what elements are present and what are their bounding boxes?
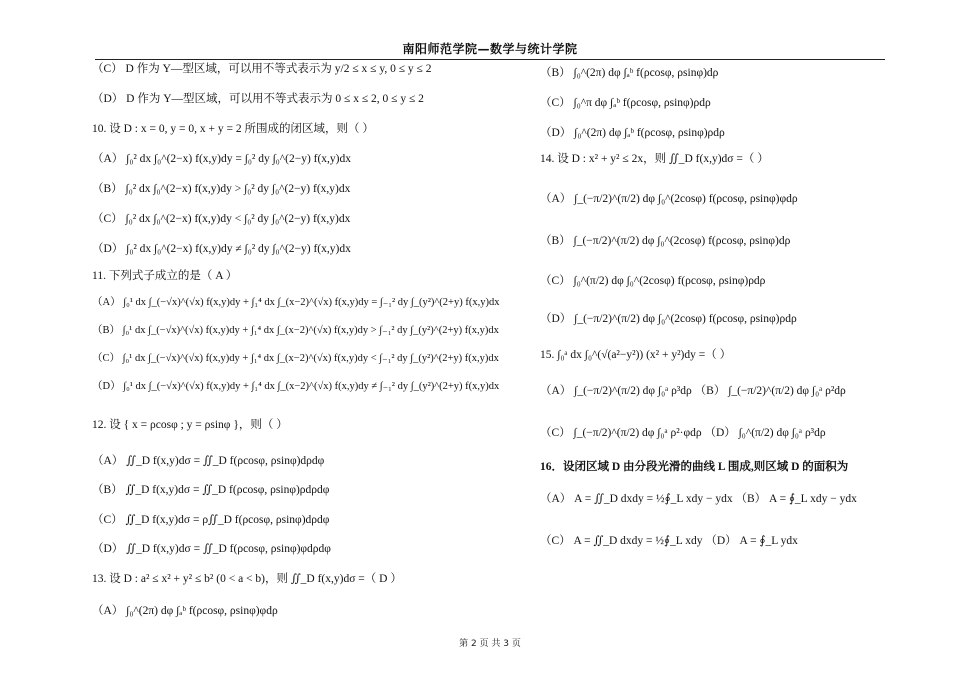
q13-option-c: （C） ∫₀^π dφ ∫ₐᵇ f(ρcosφ, ρsinφ)ρdρ	[540, 97, 711, 109]
q16-options-ab: （A） A = ∬_D dxdy = ½∮_L xdy − ydx （B） A = ∮_L xdy − ydx	[540, 493, 857, 505]
q14-option-c: （C） ∫₀^(π/2) dφ ∫₀^(2cosφ) f(ρcosφ, ρsinφ)ρdρ	[540, 275, 766, 287]
q16-stem: 16．设闭区域 D 由分段光滑的曲线 L 围成,则区域 D 的面积为	[540, 461, 849, 473]
q15-options-ab: （A） ∫_(−π/2)^(π/2) dφ ∫₀ᵃ ρ³dρ （B） ∫_(−π/2)^(π/2) dφ ∫₀ᵃ ρ²dρ	[540, 385, 846, 397]
q9-option-c: （C） D 作为 Y—型区域，可以用不等式表示为 y/2 ≤ x ≤ y, 0 ≤ y ≤ 2	[92, 63, 432, 75]
q10-option-b: （B） ∫₀² dx ∫₀^(2−x) f(x,y)dy > ∫₀² dy ∫₀^(2−y) f(x,y)dx	[92, 183, 351, 195]
header-rule	[95, 59, 885, 60]
q12-option-a: （A） ∬_D f(x,y)dσ = ∬_D f(ρcosφ, ρsinφ)dρdφ	[92, 455, 325, 467]
q13-option-a: （A） ∫₀^(2π) dφ ∫ₐᵇ f(ρcosφ, ρsinφ)φdρ	[92, 605, 278, 617]
q13-option-b: （B） ∫₀^(2π) dφ ∫ₐᵇ f(ρcosφ, ρsinφ)dρ	[540, 67, 719, 79]
q12-option-d: （D） ∬_D f(x,y)dσ = ∬_D f(ρcosφ, ρsinφ)φdρdφ	[92, 543, 331, 555]
q14-option-b: （B） ∫_(−π/2)^(π/2) dφ ∫₀^(2cosφ) f(ρcosφ, ρsinφ)dρ	[540, 235, 791, 247]
q10-stem: 10. 设 D : x = 0, y = 0, x + y = 2 所围成的闭区域，则（ ）	[92, 123, 374, 135]
q14-option-d: （D） ∫_(−π/2)^(π/2) dφ ∫₀^(2cosφ) f(ρcosφ, ρsinφ)ρdρ	[540, 313, 797, 325]
q15-options-cd: （C） ∫_(−π/2)^(π/2) dφ ∫₀ᵃ ρ²·φdρ （D） ∫₀^(π/2) dφ ∫₀ᵃ ρ³dρ	[540, 427, 826, 439]
q13-option-d: （D） ∫₀^(2π) dφ ∫ₐᵇ f(ρcosφ, ρsinφ)ρdρ	[540, 127, 725, 139]
q11-option-a: （A） ∫₀¹ dx ∫_(−√x)^(√x) f(x,y)dy + ∫₁⁴ dx ∫_(x−2)^(√x) f(x,y)dy = ∫₋₁² dy ∫_(y²)^(2+y) f(x,y)dx	[92, 297, 500, 308]
q14-option-a: （A） ∫_(−π/2)^(π/2) dφ ∫₀^(2cosφ) f(ρcosφ, ρsinφ)φdρ	[540, 193, 798, 205]
q14-stem: 14. 设 D : x² + y² ≤ 2x，则 ∬_D f(x,y)dσ =（ ）	[540, 153, 769, 165]
q13-stem: 13. 设 D : a² ≤ x² + y² ≤ b² (0 < a < b)，则 ∬_D f(x,y)dσ =（ D ）	[92, 573, 402, 585]
q10-option-c: （C） ∫₀² dx ∫₀^(2−x) f(x,y)dy < ∫₀² dy ∫₀^(2−y) f(x,y)dx	[92, 213, 351, 225]
q10-option-d: （D） ∫₀² dx ∫₀^(2−x) f(x,y)dy ≠ ∫₀² dy ∫₀^(2−y) f(x,y)dx	[92, 243, 351, 255]
q9-option-d: （D） D 作为 Y—型区域，可以用不等式表示为 0 ≤ x ≤ 2, 0 ≤ y ≤ 2	[92, 93, 424, 105]
q15-stem: 15. ∫₀ᵃ dx ∫₀^(√(a²−y²)) (x² + y²)dy =（ ）	[540, 349, 732, 361]
q16-options-cd: （C） A = ∬_D dxdy = ½∮_L xdy （D） A = ∮_L ydx	[540, 535, 798, 547]
q11-stem: 11. 下列式子成立的是（ A ）	[92, 270, 238, 282]
q12-option-b: （B） ∬_D f(x,y)dσ = ∬_D f(ρcosφ, ρsinφ)ρdρdφ	[92, 484, 330, 496]
q12-option-c: （C） ∬_D f(x,y)dσ = ρ∬_D f(ρcosφ, ρsinφ)dρdφ	[92, 514, 330, 526]
q11-option-c: （C） ∫₀¹ dx ∫_(−√x)^(√x) f(x,y)dy + ∫₁⁴ dx ∫_(x−2)^(√x) f(x,y)dy < ∫₋₁² dy ∫_(y²)^(2+y) f(x,y)dx	[92, 353, 499, 364]
q11-option-d: （D） ∫₀¹ dx ∫_(−√x)^(√x) f(x,y)dy + ∫₁⁴ dx ∫_(x−2)^(√x) f(x,y)dy ≠ ∫₋₁² dy ∫_(y²)^(2+y) f(x,y)dx	[92, 381, 500, 392]
q10-option-a: （A） ∫₀² dx ∫₀^(2−x) f(x,y)dy = ∫₀² dy ∫₀^(2−y) f(x,y)dx	[92, 153, 352, 165]
page-header: 南阳师范学院—数学与统计学院	[402, 42, 578, 56]
q11-option-b: （B） ∫₀¹ dx ∫_(−√x)^(√x) f(x,y)dy + ∫₁⁴ dx ∫_(x−2)^(√x) f(x,y)dy > ∫₋₁² dy ∫_(y²)^(2+y) f(x,y)dx	[92, 325, 499, 336]
page-number-footer: 第 2 页 共 3 页	[459, 639, 521, 649]
q12-stem: 12. 设 { x = ρcosφ ; y = ρsinφ }，则（ ）	[92, 419, 288, 431]
